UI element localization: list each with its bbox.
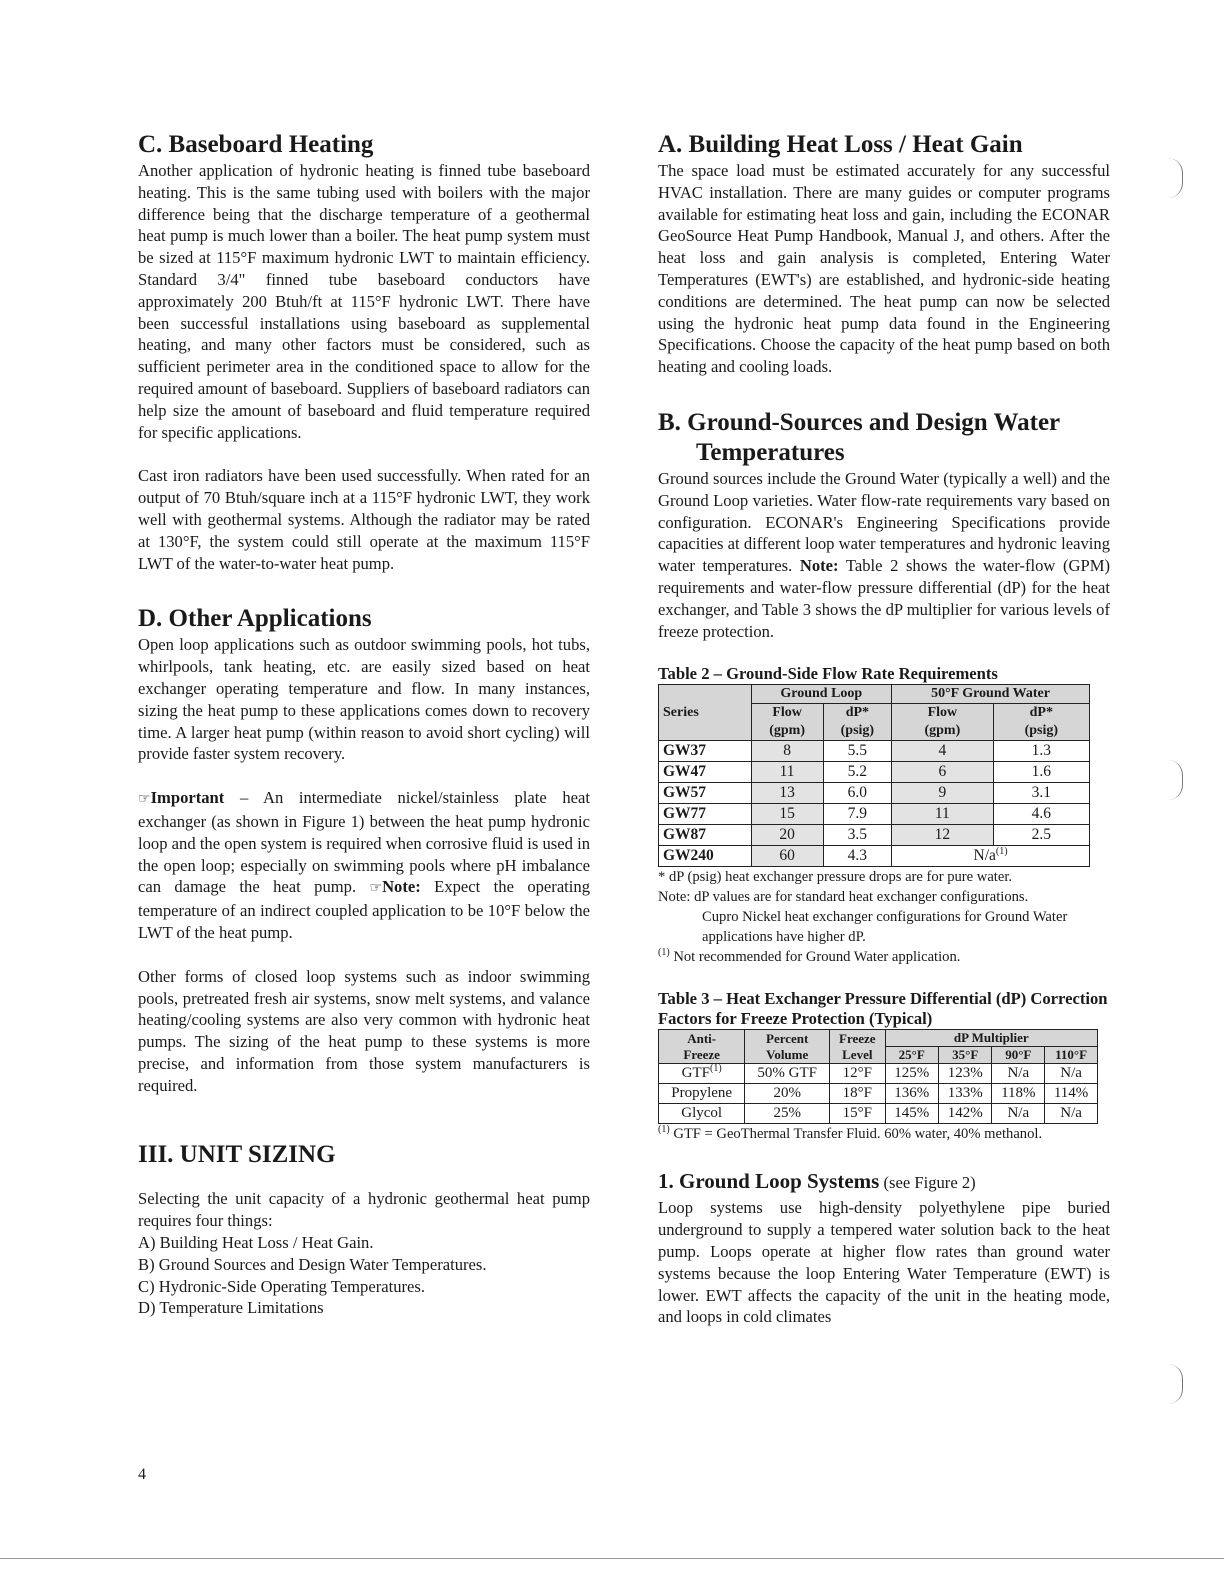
- table-row: [659, 1104, 1098, 1124]
- table-cell: N/a: [1045, 1064, 1098, 1084]
- table-cell: 3.5: [823, 825, 891, 846]
- table3-caption: Table 3 – Heat Exchanger Pressure Differential (dP) Correction Factors for Freeze Protection (Typical): [658, 989, 1108, 1029]
- punch-hole-mark: [1168, 158, 1183, 198]
- section-heading-unit-sizing: III. UNIT SIZING: [138, 1141, 336, 1169]
- table-cell: 133%: [938, 1084, 991, 1104]
- table-2: [658, 684, 1090, 867]
- table-cell: 15°F: [830, 1104, 885, 1124]
- table-cell: 4.3: [823, 846, 891, 867]
- cell-text: N/a: [973, 847, 996, 865]
- col-header: [830, 1030, 885, 1064]
- table-cell: GW57: [659, 783, 752, 804]
- section-heading-ground-sources: B. Ground-Sources and Design Water Temperatures: [658, 408, 1060, 466]
- col-header: 25°F: [885, 1047, 938, 1064]
- col-header: 110°F: [1045, 1047, 1098, 1064]
- table-cell: 9: [892, 783, 994, 804]
- col-header: dP Multiplier: [885, 1030, 1097, 1047]
- col-header: [892, 704, 994, 741]
- table-cell: 145%: [885, 1104, 938, 1124]
- table3-note: [658, 1124, 1110, 1144]
- important-label: Important: [150, 788, 225, 808]
- table-cell: 1.6: [993, 762, 1089, 783]
- punch-hole-mark: [1168, 1364, 1183, 1404]
- table-cell: Glycol: [659, 1104, 745, 1124]
- table-cell: 6: [892, 762, 994, 783]
- section-heading-other-applications: D. Other Applications: [138, 605, 372, 633]
- table-cell: 142%: [938, 1104, 991, 1124]
- section-heading-heat-loss: A. Building Heat Loss / Heat Gain: [658, 131, 1023, 158]
- table2-note: [658, 947, 1110, 967]
- paragraph: [658, 468, 1110, 642]
- header-text: Flow: [772, 705, 802, 721]
- footnote-marker: (1): [995, 846, 1008, 858]
- table2-caption: Table 2 – Ground-Side Flow Rate Requirements: [658, 664, 998, 684]
- subsection-title: 1. Ground Loop Systems: [658, 1169, 880, 1194]
- list-item: A) Building Heat Loss / Heat Gain.: [138, 1233, 374, 1253]
- table-cell: 15: [751, 804, 823, 825]
- pointing-hand-icon: ☞: [369, 880, 383, 897]
- table-row: [659, 1084, 1098, 1104]
- table-3: [658, 1029, 1098, 1124]
- header-text: Percent: [766, 1030, 809, 1046]
- list-item: B) Ground Sources and Design Water Temperatures.: [138, 1254, 487, 1274]
- table-cell: 3.1: [993, 783, 1089, 804]
- table-cell: GW37: [659, 741, 752, 762]
- table-cell: 2.5: [993, 825, 1089, 846]
- table-cell: GW87: [659, 825, 752, 846]
- note-text: Not recommended for Ground Water application.: [669, 949, 961, 966]
- header-text: Freeze: [683, 1046, 720, 1062]
- text-run: Ground sources include the Ground Water (typically a well) and the Ground Loop varieties. Water flow-rate requirements vary based on configuration. ECONAR's Engineering Specifications provide capacities at different loop water temperatures and hydronic leaving water temperatures.: [658, 468, 1110, 576]
- table-row: [659, 825, 1090, 846]
- important-text: – An intermediate nickel/stainless plate heat exchanger (as shown in Figure 1) between the heat pump hydronic loop and the open system is required when corrosive fluid is used in the open loop; especially on swimming pools where pH imbalance can damage the heat pump.: [138, 788, 590, 897]
- important-paragraph: [138, 787, 590, 944]
- table-cell: 25%: [745, 1104, 830, 1124]
- header-text: Level: [842, 1046, 873, 1062]
- table-cell: N/a: [1045, 1104, 1098, 1124]
- paragraph: Another application of hydronic heating is finned tube baseboard heating. This is the same tubing used with boilers with the major difference being that the discharge temperature of a geothermal heat pump is much lower than a boiler. The heat pump system must be sized at 115°F maximum hydronic LWT to maintain efficiency. Standard 3/4" finned tube baseboard conductors have approximately 200 Btuh/ft at 115°F hydronic LWT. There have been successful installations using baseboard as supplemental heating, and many other factors must be considered, such as sufficient perimeter area in the conditioned space to allow for the required amount of baseboard. Suppliers of baseboard radiators can help size the amount of baseboard and fluid temperature required for specific applications.: [138, 161, 590, 442]
- text-run: Table 2 shows the water-flow (GPM) requirements and water-flow pressure differential (dP) for the heat exchanger, and Table 3 shows the dP multiplier for various levels of freeze protection.: [658, 556, 1110, 641]
- table-cell: 18°F: [830, 1084, 885, 1104]
- punch-hole-mark: [1168, 760, 1183, 800]
- table2-note: * dP (psig) heat exchanger pressure drops are for pure water.: [658, 869, 1013, 886]
- table-cell: 5.5: [823, 741, 891, 762]
- table-row: [659, 762, 1090, 783]
- header-text: (gpm): [769, 723, 805, 739]
- table-cell: 20: [751, 825, 823, 846]
- col-header: 35°F: [938, 1047, 991, 1064]
- paragraph: The space load must be estimated accurately for any successful HVAC installation. There are many guides or computer programs available for estimating heat loss and gain, including the ECONAR GeoSource Heat Pump Handbook, Manual J, and others. After the heat loss and gain analysis is completed, Entering Water Temperatures (EWT's) are established, and hydronic-side heating conditions are determined. The heat pump can now be selected using the hydronic heat pump data found in the Engineering Specifications. Choose the capacity of the heat pump based on both heating and cooling loads.: [658, 161, 1110, 377]
- paragraph: Selecting the unit capacity of a hydronic geothermal heat pump requires four things:: [138, 1189, 590, 1231]
- col-header: [659, 1030, 745, 1064]
- header-text: (psig): [1024, 723, 1059, 739]
- col-header: [823, 704, 891, 741]
- table-cell: 1.3: [993, 741, 1089, 762]
- paragraph: Open loop applications such as outdoor swimming pools, hot tubs, whirlpools, tank heating, etc. are easily sized based on heat exchanger operating temperature and flow. In many instances, sizing the heat pump to these applications comes down to recovery time. A larger heat pump (within reason to avoid short cycling) will provide faster system recovery.: [138, 635, 590, 764]
- header-text: Anti-: [687, 1030, 717, 1046]
- table-cell: N/a: [992, 1064, 1045, 1084]
- col-header: 90°F: [992, 1047, 1045, 1064]
- table-cell: 6.0: [823, 783, 891, 804]
- table-cell: 11: [892, 804, 994, 825]
- col-header: Ground Loop: [751, 685, 892, 704]
- paragraph: Cast iron radiators have been used successfully. When rated for an output of 70 Btuh/square inch at a 115°F hydronic LWT, they work well with geothermal systems. Although the radiator may be rated at 130°F, the system could still operate at the maximum 115°F LWT of the water-to-water heat pump.: [138, 466, 590, 573]
- left-column: [138, 130, 590, 1319]
- table-cell: [659, 1064, 745, 1084]
- table-cell: 60: [751, 846, 823, 867]
- table-cell: 123%: [938, 1064, 991, 1084]
- header-text: (psig): [840, 723, 875, 739]
- header-text: dP*: [845, 705, 870, 721]
- header-text: Flow: [927, 705, 958, 721]
- col-header: [745, 1030, 830, 1064]
- table-cell: 4: [892, 741, 994, 762]
- table-cell: GW77: [659, 804, 752, 825]
- footnote-marker: (1): [710, 1063, 722, 1075]
- col-header: [993, 704, 1089, 741]
- table-cell: Propylene: [659, 1084, 745, 1104]
- table-cell: GW240: [659, 846, 752, 867]
- table-cell: [892, 846, 1090, 867]
- col-header: 50°F Ground Water: [892, 685, 1090, 704]
- table-cell: GW47: [659, 762, 752, 783]
- cell-text: GTF: [681, 1065, 710, 1082]
- table-cell: 7.9: [823, 804, 891, 825]
- header-text: dP*: [1029, 705, 1053, 721]
- table-cell: 8: [751, 741, 823, 762]
- table-row: [659, 783, 1090, 804]
- table-row: [659, 804, 1090, 825]
- header-text: (gpm): [924, 723, 961, 739]
- table-cell: 5.2: [823, 762, 891, 783]
- col-header: Series: [659, 685, 752, 741]
- table2-note: Note: dP values are for standard heat exchanger configurations.: [658, 889, 1029, 906]
- note-label: Note:: [382, 877, 421, 897]
- section-heading-baseboard: C. Baseboard Heating: [138, 131, 374, 158]
- col-header: [751, 704, 823, 741]
- table-row: [659, 1064, 1098, 1084]
- right-column: [658, 130, 1110, 1328]
- table-cell: 50% GTF: [745, 1064, 830, 1084]
- page-number: 4: [138, 1466, 146, 1483]
- table-cell: 12: [892, 825, 994, 846]
- note-text: Expect the operating temperature of an indirect coupled application to be 10°F below the LWT of the heat pump.: [138, 877, 591, 942]
- pointing-hand-icon: ☞: [138, 791, 151, 808]
- table2-note: Cupro Nickel heat exchanger configurations for Ground Water applications have higher dP.: [702, 909, 1068, 946]
- note-text: GTF = GeoThermal Transfer Fluid. 60% water, 40% methanol.: [669, 1126, 1043, 1143]
- table-cell: 11: [751, 762, 823, 783]
- header-text: Freeze: [839, 1030, 876, 1046]
- paragraph: Loop systems use high-density polyethylene pipe buried underground to supply a tempered water solution back to the heat pump. Loops operate at higher flow rates than ground water systems because the loop Entering Water Temperature (EWT) is lower. EWT affects the capacity of the unit in the heating mode, and loops in cold climates: [658, 1198, 1110, 1327]
- table-row: [659, 741, 1090, 762]
- table-cell: 13: [751, 783, 823, 804]
- table-cell: 136%: [885, 1084, 938, 1104]
- note-label: Note:: [799, 556, 839, 576]
- footnote-marker: (1): [658, 947, 670, 959]
- list-item: C) Hydronic-Side Operating Temperatures.: [138, 1276, 425, 1296]
- subsection-heading-ground-loop: [658, 1168, 1110, 1197]
- table-cell: 114%: [1045, 1084, 1098, 1104]
- subsection-suffix: (see Figure 2): [879, 1173, 976, 1193]
- header-text: Volume: [766, 1046, 809, 1062]
- table-cell: 12°F: [830, 1064, 885, 1084]
- paragraph: Other forms of closed loop systems such as indoor swimming pools, pretreated fresh air systems, snow melt systems, and valance heating/cooling systems are also very common with hydronic heat pumps. The sizing of the heat pump to these systems is more precise, and information from those system manufacturers is required.: [138, 966, 590, 1095]
- table-cell: N/a: [992, 1104, 1045, 1124]
- footnote-marker: (1): [658, 1124, 670, 1136]
- scan-edge-line: [0, 1558, 1224, 1559]
- table-cell: 118%: [992, 1084, 1045, 1104]
- requirements-list: [138, 1232, 590, 1319]
- table-cell: 4.6: [993, 804, 1089, 825]
- list-item: D) Temperature Limitations: [138, 1298, 324, 1318]
- table-row: [659, 846, 1090, 867]
- table-cell: 20%: [745, 1084, 830, 1104]
- table-cell: 125%: [885, 1064, 938, 1084]
